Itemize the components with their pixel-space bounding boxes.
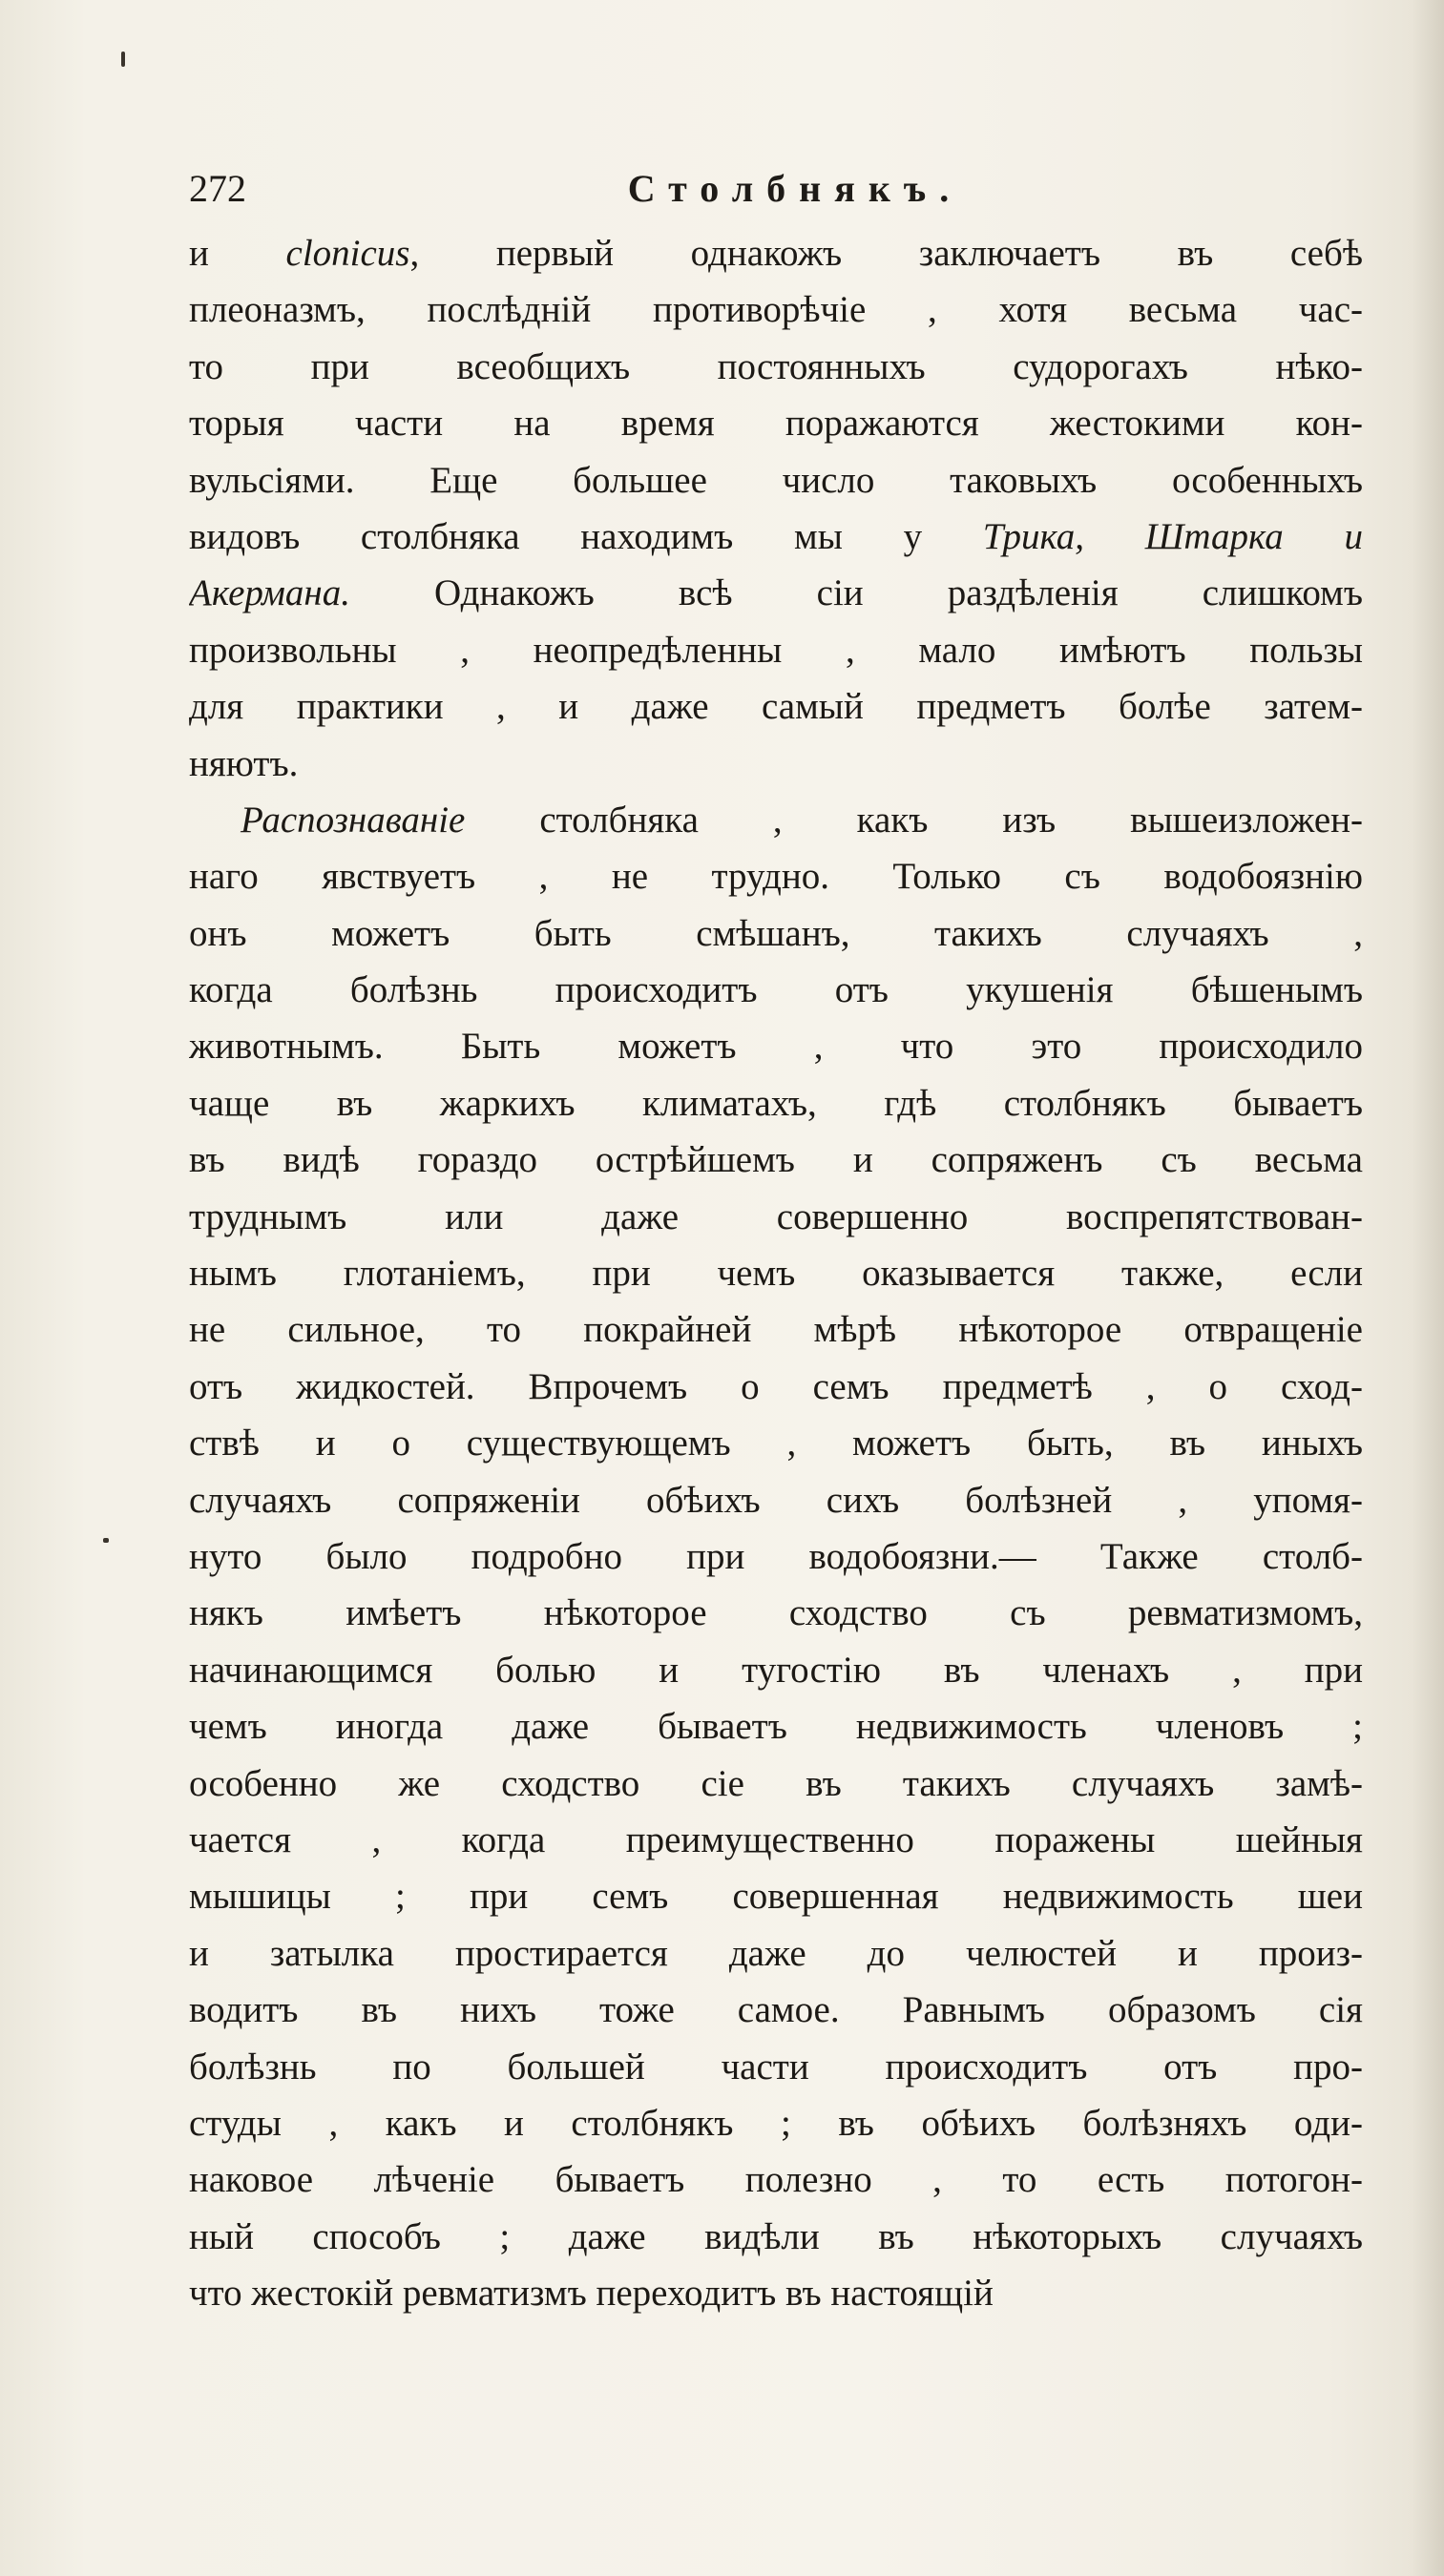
text-line: [189, 1982, 1363, 2038]
text-run: няютъ.: [189, 742, 299, 784]
text-run: мышицы ; при семъ совершенная недвижимость шеи: [189, 1876, 1363, 1918]
text-run: онъ можетъ быть смѣшанъ, такихъ случаяхъ ,: [189, 912, 1363, 954]
text-line: [189, 1075, 1363, 1132]
text-run: , первый однакожъ заключаетъ въ себѣ: [409, 233, 1363, 274]
text-run: что жестокій ревматизмъ переходитъ въ настоящій: [189, 2273, 994, 2315]
text-line: [189, 2265, 1363, 2321]
text-run: отъ жидкостей. Впрочемъ о семъ предметѣ , о сход-: [189, 1365, 1363, 1407]
text-line: [189, 736, 1363, 792]
text-line: [189, 792, 1363, 848]
page-edge-shadow: [1412, 0, 1444, 2576]
text-line: [189, 1301, 1363, 1358]
text-line: [189, 1642, 1363, 1698]
italic-text: clonicus: [285, 233, 410, 274]
page-header: [189, 160, 1363, 218]
text-line: [189, 1472, 1363, 1528]
text-run: чается , когда преимущественно поражены шейныя: [189, 1818, 1363, 1860]
text-run: труднымъ или даже совершенно воспрепятствован-: [189, 1195, 1363, 1237]
text-run: начинающимся болью и тугостію въ членахъ , при: [189, 1649, 1363, 1691]
text-line: [189, 905, 1363, 962]
text-line: [189, 2095, 1363, 2151]
text-run: болѣзнь по большей части происходитъ отъ про-: [189, 2046, 1363, 2088]
text-line: [189, 452, 1363, 509]
text-line: [189, 1528, 1363, 1585]
text-run: когда болѣзнь происходитъ отъ укушенія бѣшенымъ: [189, 969, 1363, 1011]
page-number: 272: [189, 167, 246, 210]
text-run: наго явствуетъ , не трудно. Только съ водобоязнію: [189, 856, 1363, 898]
text-line: [189, 565, 1363, 621]
italic-text: и: [1283, 515, 1363, 557]
text-line: [189, 1415, 1363, 1471]
text-line: [189, 1189, 1363, 1245]
text-run: някъ имѣетъ нѣкоторое сходство съ ревматизмомъ,: [189, 1592, 1363, 1634]
text-line: [189, 1359, 1363, 1415]
italic-text: Распознаваніе: [241, 799, 466, 841]
text-line: [189, 395, 1363, 451]
text-run: то при всеобщихъ постоянныхъ судорогахъ нѣко-: [189, 345, 1363, 387]
text-run: и: [189, 233, 286, 274]
text-run: случаяхъ сопряженіи обѣихъ сихъ болѣзней , упомя-: [189, 1479, 1363, 1521]
text-run: наковое лѣченіе бываетъ полезно , то есть потогон-: [189, 2159, 1363, 2201]
text-run: ный способъ ; даже видѣли въ нѣкоторыхъ случаяхъ: [189, 2215, 1363, 2257]
text-line: [189, 962, 1363, 1018]
text-run: особенно же сходство сіе въ такихъ случаяхъ замѣ-: [189, 1762, 1363, 1804]
text-line: [189, 848, 1363, 904]
italic-text: Трика, Штарка: [982, 515, 1284, 557]
text-line: [189, 1018, 1363, 1074]
text-run: чемъ иногда даже бываетъ недвижимость членовъ ;: [189, 1706, 1363, 1748]
text-line: [189, 678, 1363, 735]
text-line: [189, 1925, 1363, 1982]
text-run: произвольны , неопредѣленны , мало имѣютъ пользы: [189, 629, 1363, 671]
text-line: [189, 1698, 1363, 1755]
text-line: [189, 509, 1363, 565]
text-run: ствѣ и о существующемъ , можетъ быть, въ иныхъ: [189, 1423, 1363, 1465]
text-run: видовъ столбняка находимъ мы у: [189, 515, 983, 557]
text-line: [189, 281, 1363, 338]
text-run: въ видѣ гораздо острѣйшемъ и сопряженъ съ весьма: [189, 1139, 1363, 1181]
text-run: животнымъ. Быть можетъ , что это происходило: [189, 1026, 1363, 1068]
italic-text: Акермана.: [189, 572, 350, 614]
ink-speck: [121, 52, 125, 67]
text-line: [189, 1585, 1363, 1641]
text-run: торыя части на время поражаются жестокими кон-: [189, 403, 1363, 445]
text-line: [189, 225, 1363, 281]
text-line: [189, 1868, 1363, 1924]
text-run: и затылка простирается даже до челюстей и произ-: [189, 1932, 1363, 1974]
ink-speck: [103, 1538, 109, 1543]
body-text: [189, 225, 1363, 2321]
text-line: [189, 1245, 1363, 1301]
text-run: не сильное, то покрайней мѣрѣ нѣкоторое отвращеніе: [189, 1309, 1363, 1351]
text-run: водитъ въ нихъ тоже самое. Равнымъ образомъ сія: [189, 1989, 1363, 2031]
running-title: Столбнякъ.: [627, 167, 963, 210]
text-line: [189, 2209, 1363, 2265]
text-run: нымъ глотаніемъ, при чемъ оказывается также, если: [189, 1253, 1363, 1295]
text-run: вульсіями. Еще большее число таковыхъ особенныхъ: [189, 459, 1363, 501]
text-run: нуто было подробно при водобоязни.— Также столб-: [189, 1535, 1363, 1577]
text-run: для практики , и даже самый предметъ болѣе затем-: [189, 686, 1363, 728]
text-run: плеоназмъ, послѣдній противорѣчіе , хотя весьма час-: [189, 289, 1363, 331]
text-line: [189, 1755, 1363, 1812]
text-line: [189, 2151, 1363, 2208]
text-run: Однакожъ всѣ сіи раздѣленія слишкомъ: [349, 572, 1363, 614]
text-run: столбняка , какъ изъ вышеизложен-: [465, 799, 1363, 841]
text-run: студы , какъ и столбнякъ ; въ обѣихъ болѣзняхъ оди-: [189, 2102, 1363, 2144]
text-line: [189, 2039, 1363, 2095]
text-line: [189, 622, 1363, 678]
text-line: [189, 1812, 1363, 1868]
text-line: [189, 339, 1363, 395]
text-run: чаще въ жаркихъ климатахъ, гдѣ столбнякъ бываетъ: [189, 1082, 1363, 1124]
text-line: [189, 1132, 1363, 1188]
